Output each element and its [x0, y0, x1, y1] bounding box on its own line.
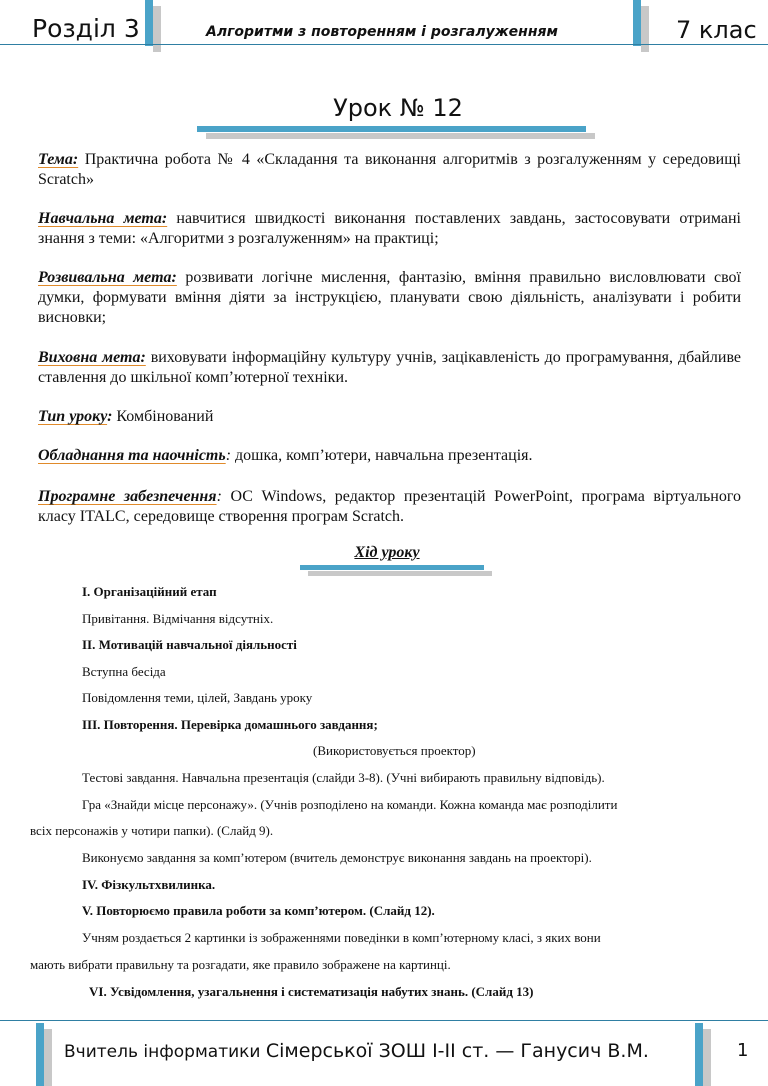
title-underline-shadow — [206, 133, 595, 139]
step-tests: Тестові завдання. Навчальна презентація (слайди 3-8). (Учні вибирають правильну відповідь). — [82, 770, 605, 785]
software-colon: : — [216, 488, 222, 505]
upbringing-goal-paragraph — [38, 348, 741, 388]
equipment-label: Обладнання та наочність — [38, 447, 226, 464]
developmental-goal-paragraph — [38, 268, 741, 328]
lesson-type-paragraph — [38, 407, 741, 427]
footer-rule — [0, 1020, 768, 1021]
footer-teacher-school: Сімерської ЗОШ І-ІІ ст. — Ганусич В.М. — [265, 1040, 649, 1062]
step-computer-task: Виконуємо завдання за комп’ютером (вчитель демонструє виконання завдань на проекторі). — [82, 850, 592, 865]
software-label: Програмне забезпечення — [38, 488, 217, 505]
title-underline — [197, 126, 586, 132]
software-paragraph — [38, 487, 741, 527]
step-intro-talk: Вступна бесіда — [82, 664, 166, 679]
page-header — [0, 0, 768, 58]
step-game-continued: всіх персонажів у чотири папки). (Слайд 9). — [30, 823, 274, 838]
page-number: 1 — [737, 1040, 749, 1061]
educational-goal-label: Навчальна мета: — [38, 210, 168, 227]
step-pictures: Учням роздається 2 картинки із зображеннями поведінки в комп’ютерному класі, з яких вони — [82, 930, 601, 945]
header-separator-left-shadow — [153, 6, 161, 52]
step-pictures-continued: мають вибрати правильну та розгадати, яке правило зображене на картинці. — [30, 957, 451, 972]
upbringing-goal-label: Виховна мета: — [38, 349, 146, 366]
step-game: Гра «Знайди місце персонажу». (Учнів розподілено на команди. Кожна команда має розподілити — [82, 797, 618, 812]
topic-label: Алгоритми з повторенням і розгалуженням — [206, 24, 558, 40]
footer-separator-left — [36, 1023, 44, 1086]
grade-label: 7 клас — [676, 16, 757, 44]
footer-separator-right — [695, 1023, 703, 1086]
equipment-colon: : — [225, 447, 232, 464]
topic-paragraph — [38, 150, 741, 190]
header-separator-right-shadow — [641, 6, 649, 52]
footer-separator-left-shadow — [44, 1029, 52, 1086]
footer-separator-right-shadow — [703, 1029, 711, 1086]
topic-text: Практична робота № 4 «Складання та виконання алгоритмів з розгалуженням у середовищі Scratch» — [38, 151, 741, 188]
course-heading: Хід уроку — [354, 544, 420, 561]
software-text: ОС Windows, редактор презентацій PowerPoint, програма віртуального класу ITALC, середовище створення програм Scratch. — [38, 488, 742, 525]
step-announcement: Повідомлення теми, цілей, Завдань уроку — [82, 690, 313, 705]
header-separator-right — [633, 0, 641, 46]
lesson-type-colon: : — [107, 408, 113, 425]
educational-goal-paragraph — [38, 209, 741, 249]
step-motivation: ІІ. Мотивацій навчальної діяльності — [82, 637, 297, 652]
step-generalization: VI. Усвідомлення, узагальнення і систематизація набутих знань. (Слайд 13) — [89, 984, 534, 999]
developmental-goal-label: Розвивальна мета: — [38, 269, 177, 286]
lesson-title: Урок № 12 — [333, 94, 463, 122]
educational-goal-text: навчитися швидкості виконання поставлених завдань, застосовувати отримані знання з теми: «Алгоритми з розгалуженням» на практиці; — [38, 210, 741, 247]
developmental-goal-text: розвивати логічне мислення, фантазію, вміння правильно висловлювати свої думки, формувати вміння діяти за інструкцією, планувати свою діяльність, аналізувати і робити висновки; — [38, 269, 741, 326]
step-projector-note: (Використовується проектор) — [313, 743, 476, 758]
header-separator-left — [145, 0, 153, 46]
course-heading-underline-shadow — [308, 571, 492, 576]
step-review: ІІІ. Повторення. Перевірка домашнього завдання; — [82, 717, 378, 732]
footer-teacher — [64, 1040, 649, 1062]
step-exercise: IV. Фізкультхвилинка. — [82, 877, 216, 892]
upbringing-goal-text: виховувати інформаційну культуру учнів, зацікавленість до програмування, дбайливе ставлення до шкільної комп’ютерної техніки. — [38, 349, 742, 386]
step-organizational: І. Організаційний етап — [82, 584, 217, 599]
course-heading-underline — [300, 565, 484, 570]
header-rule — [0, 44, 768, 45]
lesson-type-text: Комбінований — [112, 408, 214, 425]
equipment-paragraph — [38, 446, 741, 466]
section-label: Розділ 3 — [32, 14, 140, 43]
equipment-text: дошка, комп’ютери, навчальна презентація. — [231, 447, 533, 464]
step-safety-rules: V. Повторюємо правила роботи за комп’ютером. (Слайд 12). — [82, 903, 435, 918]
step-greeting: Привітання. Відмічання відсутніх. — [82, 611, 274, 626]
footer-teacher-prefix: Вчитель інформатики — [64, 1042, 266, 1062]
lesson-type-label: Тип уроку — [38, 408, 108, 425]
topic-label-text: Тема: — [38, 151, 79, 168]
